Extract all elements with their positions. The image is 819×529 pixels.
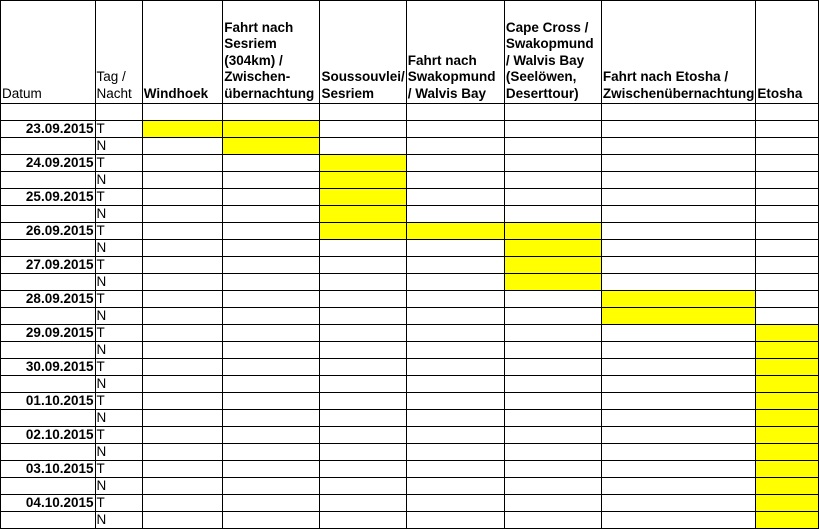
schedule-cell — [406, 274, 504, 291]
schedule-cell — [223, 342, 320, 359]
schedule-cell — [406, 155, 504, 172]
date-cell: 28.09.2015 — [1, 291, 96, 308]
schedule-cell — [320, 240, 406, 257]
schedule-cell — [320, 478, 406, 495]
date-cell — [1, 444, 96, 461]
schedule-cell — [142, 155, 223, 172]
schedule-cell — [601, 138, 756, 155]
highlighted-cell — [504, 240, 601, 257]
schedule-cell — [223, 291, 320, 308]
schedule-cell — [142, 427, 223, 444]
day-night-cell: T — [95, 121, 142, 138]
schedule-cell — [406, 189, 504, 206]
highlighted-cell — [320, 189, 406, 206]
schedule-cell — [601, 444, 756, 461]
schedule-cell — [756, 155, 819, 172]
day-night-cell: T — [95, 427, 142, 444]
table-row — [1, 121, 819, 138]
date-cell: 30.09.2015 — [1, 359, 96, 376]
day-night-cell: T — [95, 155, 142, 172]
highlighted-cell — [320, 172, 406, 189]
schedule-cell — [223, 308, 320, 325]
schedule-cell — [320, 342, 406, 359]
header-tag-nacht: Tag / Nacht — [95, 1, 142, 104]
schedule-cell — [142, 308, 223, 325]
highlighted-cell — [504, 274, 601, 291]
schedule-cell — [320, 359, 406, 376]
schedule-cell — [756, 121, 819, 138]
schedule-cell — [223, 478, 320, 495]
table-row — [1, 138, 819, 155]
schedule-cell — [223, 376, 320, 393]
schedule-cell — [504, 461, 601, 478]
header-location-windhoek: Windhoek — [142, 1, 223, 104]
day-night-cell: T — [95, 325, 142, 342]
schedule-cell — [756, 172, 819, 189]
day-night-cell: N — [95, 342, 142, 359]
blank-cell — [142, 104, 223, 121]
header-row — [1, 1, 819, 104]
schedule-cell — [223, 359, 320, 376]
schedule-cell — [223, 444, 320, 461]
schedule-cell — [223, 410, 320, 427]
highlighted-cell — [756, 342, 819, 359]
schedule-cell — [223, 495, 320, 512]
schedule-cell — [142, 461, 223, 478]
date-cell — [1, 240, 96, 257]
day-night-cell: N — [95, 444, 142, 461]
schedule-cell — [756, 291, 819, 308]
schedule-cell — [601, 121, 756, 138]
schedule-cell — [142, 291, 223, 308]
schedule-cell — [142, 359, 223, 376]
schedule-cell — [504, 121, 601, 138]
schedule-cell — [320, 291, 406, 308]
schedule-cell — [406, 121, 504, 138]
highlighted-cell — [320, 155, 406, 172]
day-night-cell: T — [95, 223, 142, 240]
table-row — [1, 308, 819, 325]
schedule-cell — [601, 206, 756, 223]
day-night-cell: T — [95, 495, 142, 512]
blank-cell — [406, 104, 504, 121]
blank-row — [1, 104, 819, 121]
schedule-cell — [142, 325, 223, 342]
day-night-cell: N — [95, 308, 142, 325]
day-night-cell: N — [95, 478, 142, 495]
table-row — [1, 478, 819, 495]
day-night-cell: N — [95, 206, 142, 223]
schedule-cell — [504, 308, 601, 325]
schedule-cell — [504, 512, 601, 529]
header-location-etosha-drive: Fahrt nach Etosha / Zwischenübernachtung — [601, 1, 756, 104]
schedule-cell — [406, 393, 504, 410]
date-cell — [1, 376, 96, 393]
schedule-cell — [223, 189, 320, 206]
table-row — [1, 461, 819, 478]
schedule-cell — [142, 342, 223, 359]
schedule-cell — [142, 189, 223, 206]
schedule-cell — [223, 325, 320, 342]
day-night-cell: T — [95, 359, 142, 376]
schedule-cell — [142, 478, 223, 495]
blank-cell — [756, 104, 819, 121]
table-row — [1, 342, 819, 359]
schedule-cell — [504, 155, 601, 172]
date-cell — [1, 172, 96, 189]
table-row — [1, 189, 819, 206]
blank-cell — [320, 104, 406, 121]
schedule-cell — [756, 223, 819, 240]
schedule-cell — [320, 461, 406, 478]
table-row — [1, 512, 819, 529]
schedule-cell — [601, 410, 756, 427]
highlighted-cell — [756, 444, 819, 461]
schedule-cell — [756, 189, 819, 206]
schedule-cell — [406, 240, 504, 257]
header-location-soussouvlei: Soussouvlei/ Sesriem — [320, 1, 406, 104]
schedule-cell — [756, 138, 819, 155]
date-cell: 23.09.2015 — [1, 121, 96, 138]
highlighted-cell — [504, 257, 601, 274]
date-cell — [1, 206, 96, 223]
header-location-sesriem-drive: Fahrt nach Sesriem (304km) / Zwischen-übernachtung — [223, 1, 320, 104]
date-cell — [1, 138, 96, 155]
date-cell — [1, 512, 96, 529]
table-row — [1, 155, 819, 172]
date-cell — [1, 342, 96, 359]
table-row — [1, 172, 819, 189]
schedule-cell — [756, 206, 819, 223]
schedule-cell — [406, 325, 504, 342]
schedule-cell — [223, 206, 320, 223]
date-cell: 03.10.2015 — [1, 461, 96, 478]
schedule-cell — [223, 427, 320, 444]
day-night-cell: T — [95, 461, 142, 478]
schedule-cell — [504, 376, 601, 393]
table-row — [1, 427, 819, 444]
schedule-cell — [406, 359, 504, 376]
date-cell — [1, 478, 96, 495]
schedule-cell — [223, 172, 320, 189]
schedule-cell — [504, 410, 601, 427]
schedule-cell — [142, 240, 223, 257]
schedule-cell — [504, 206, 601, 223]
schedule-cell — [406, 512, 504, 529]
schedule-cell — [406, 342, 504, 359]
schedule-cell — [223, 274, 320, 291]
blank-cell — [1, 104, 96, 121]
schedule-cell — [601, 155, 756, 172]
highlighted-cell — [756, 410, 819, 427]
day-night-cell: N — [95, 172, 142, 189]
day-night-cell: T — [95, 291, 142, 308]
table-row — [1, 206, 819, 223]
table-row — [1, 325, 819, 342]
schedule-cell — [406, 138, 504, 155]
schedule-cell — [756, 240, 819, 257]
date-cell: 27.09.2015 — [1, 257, 96, 274]
schedule-cell — [223, 155, 320, 172]
date-cell — [1, 410, 96, 427]
day-night-cell: T — [95, 189, 142, 206]
schedule-cell — [223, 223, 320, 240]
schedule-cell — [601, 342, 756, 359]
schedule-cell — [504, 478, 601, 495]
blank-cell — [223, 104, 320, 121]
schedule-cell — [504, 342, 601, 359]
schedule-cell — [223, 393, 320, 410]
schedule-cell — [142, 495, 223, 512]
table-row — [1, 274, 819, 291]
schedule-cell — [406, 461, 504, 478]
date-cell: 02.10.2015 — [1, 427, 96, 444]
day-night-cell: N — [95, 512, 142, 529]
table-row — [1, 257, 819, 274]
schedule-cell — [142, 223, 223, 240]
schedule-cell — [756, 274, 819, 291]
schedule-cell — [504, 325, 601, 342]
date-cell: 01.10.2015 — [1, 393, 96, 410]
schedule-cell — [320, 393, 406, 410]
schedule-cell — [142, 138, 223, 155]
schedule-cell — [320, 308, 406, 325]
schedule-cell — [142, 444, 223, 461]
schedule-cell — [320, 427, 406, 444]
highlighted-cell — [756, 376, 819, 393]
highlighted-cell — [756, 359, 819, 376]
schedule-cell — [504, 359, 601, 376]
highlighted-cell — [756, 393, 819, 410]
date-cell: 24.09.2015 — [1, 155, 96, 172]
header-location-swakopmund-drive: Fahrt nach Swakopmund / Walvis Bay — [406, 1, 504, 104]
schedule-cell — [320, 121, 406, 138]
date-cell: 25.09.2015 — [1, 189, 96, 206]
schedule-cell — [601, 172, 756, 189]
schedule-cell — [320, 512, 406, 529]
schedule-cell — [406, 410, 504, 427]
schedule-cell — [320, 376, 406, 393]
schedule-cell — [601, 223, 756, 240]
highlighted-cell — [223, 138, 320, 155]
schedule-cell — [406, 206, 504, 223]
day-night-cell: T — [95, 393, 142, 410]
date-cell: 29.09.2015 — [1, 325, 96, 342]
table-row — [1, 376, 819, 393]
schedule-cell — [504, 172, 601, 189]
day-night-cell: N — [95, 410, 142, 427]
schedule-cell — [223, 240, 320, 257]
schedule-cell — [142, 257, 223, 274]
table-row — [1, 444, 819, 461]
highlighted-cell — [756, 512, 819, 529]
blank-cell — [95, 104, 142, 121]
schedule-cell — [504, 495, 601, 512]
schedule-cell — [406, 376, 504, 393]
schedule-cell — [142, 410, 223, 427]
highlighted-cell — [756, 495, 819, 512]
schedule-cell — [406, 291, 504, 308]
schedule-cell — [601, 359, 756, 376]
schedule-cell — [601, 512, 756, 529]
schedule-cell — [756, 257, 819, 274]
schedule-cell — [320, 444, 406, 461]
blank-cell — [601, 104, 756, 121]
header-location-etosha: Etosha — [756, 1, 819, 104]
schedule-cell — [601, 478, 756, 495]
schedule-cell — [223, 461, 320, 478]
date-cell: 26.09.2015 — [1, 223, 96, 240]
highlighted-cell — [601, 291, 756, 308]
schedule-cell — [504, 189, 601, 206]
highlighted-cell — [756, 325, 819, 342]
schedule-cell — [504, 444, 601, 461]
day-night-cell: T — [95, 257, 142, 274]
header-location-cape-cross: Cape Cross / Swakopmund / Walvis Bay (Seelöwen, Deserttour) — [504, 1, 601, 104]
schedule-cell — [601, 189, 756, 206]
highlighted-cell — [756, 427, 819, 444]
schedule-cell — [406, 444, 504, 461]
schedule-cell — [601, 461, 756, 478]
schedule-cell — [320, 138, 406, 155]
highlighted-cell — [142, 121, 223, 138]
highlighted-cell — [320, 206, 406, 223]
table-row — [1, 495, 819, 512]
highlighted-cell — [223, 121, 320, 138]
schedule-cell — [504, 138, 601, 155]
schedule-cell — [142, 206, 223, 223]
highlighted-cell — [504, 223, 601, 240]
table-row — [1, 240, 819, 257]
table-row — [1, 291, 819, 308]
schedule-cell — [142, 172, 223, 189]
schedule-cell — [601, 427, 756, 444]
schedule-cell — [601, 240, 756, 257]
schedule-cell — [601, 495, 756, 512]
schedule-cell — [601, 257, 756, 274]
schedule-cell — [142, 512, 223, 529]
schedule-cell — [601, 393, 756, 410]
table-row — [1, 393, 819, 410]
schedule-cell — [320, 257, 406, 274]
header-datum: Datum — [1, 1, 96, 104]
schedule-cell — [756, 308, 819, 325]
schedule-cell — [142, 393, 223, 410]
date-cell — [1, 274, 96, 291]
schedule-cell — [504, 291, 601, 308]
schedule-cell — [223, 257, 320, 274]
highlighted-cell — [406, 223, 504, 240]
schedule-cell — [504, 393, 601, 410]
schedule-cell — [320, 325, 406, 342]
schedule-cell — [223, 512, 320, 529]
schedule-cell — [601, 325, 756, 342]
schedule-cell — [406, 495, 504, 512]
schedule-cell — [320, 410, 406, 427]
schedule-cell — [320, 274, 406, 291]
schedule-cell — [406, 257, 504, 274]
highlighted-cell — [756, 478, 819, 495]
date-cell — [1, 308, 96, 325]
table-row — [1, 359, 819, 376]
day-night-cell: N — [95, 240, 142, 257]
schedule-cell — [406, 308, 504, 325]
day-night-cell: N — [95, 376, 142, 393]
schedule-cell — [142, 274, 223, 291]
table-row — [1, 223, 819, 240]
highlighted-cell — [601, 308, 756, 325]
table-row — [1, 410, 819, 427]
day-night-cell: N — [95, 274, 142, 291]
day-night-cell: N — [95, 138, 142, 155]
schedule-cell — [504, 427, 601, 444]
schedule-cell — [406, 427, 504, 444]
schedule-cell — [320, 495, 406, 512]
schedule-cell — [601, 274, 756, 291]
highlighted-cell — [320, 223, 406, 240]
highlighted-cell — [756, 461, 819, 478]
schedule-cell — [142, 376, 223, 393]
schedule-cell — [406, 172, 504, 189]
blank-cell — [504, 104, 601, 121]
schedule-cell — [406, 478, 504, 495]
date-cell: 04.10.2015 — [1, 495, 96, 512]
schedule-cell — [601, 376, 756, 393]
